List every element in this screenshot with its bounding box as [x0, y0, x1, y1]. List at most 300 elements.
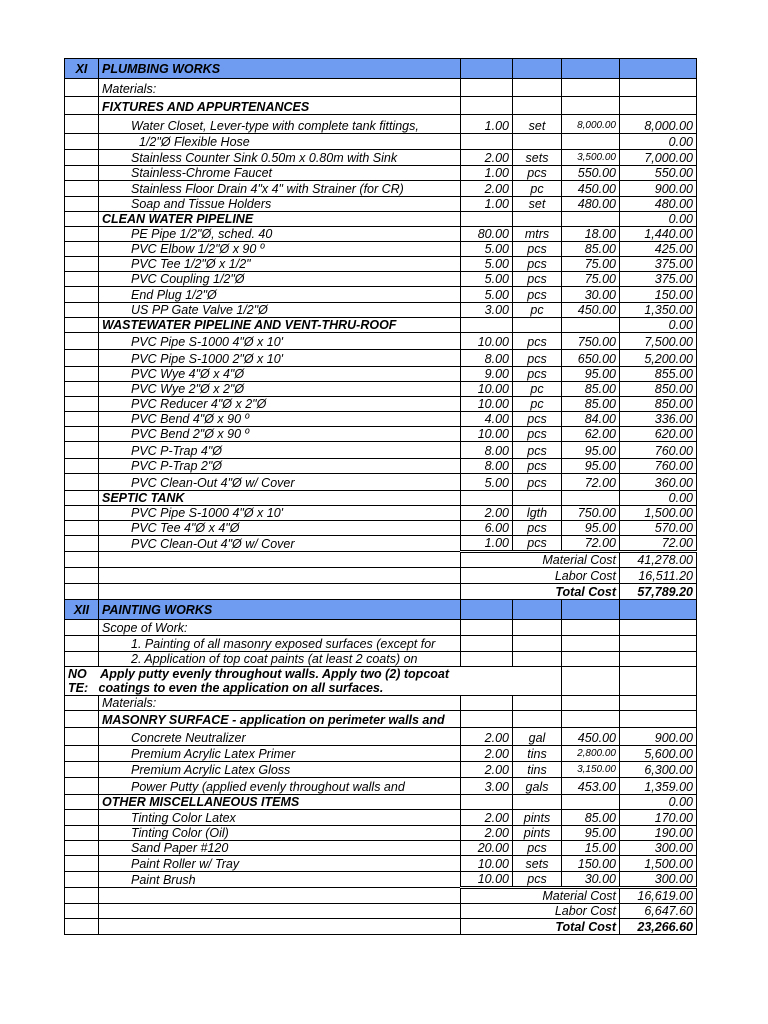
table-row — [65, 810, 697, 826]
item-unit-price: 72.00 — [562, 474, 620, 491]
item-quantity — [461, 652, 513, 667]
item-unit-price: 95.00 — [562, 442, 620, 459]
item-description: PVC Tee 4"Ø x 4"Ø — [99, 521, 461, 536]
item-amount: 855.00 — [620, 367, 697, 382]
item-quantity: 1.00 — [461, 197, 513, 212]
table-row — [65, 287, 697, 303]
item-unit — [513, 711, 562, 728]
item-description: PVC Pipe S-1000 4"Ø x 10' — [99, 506, 461, 521]
item-quantity — [461, 97, 513, 115]
item-quantity: 5.00 — [461, 242, 513, 257]
item-amount: 5,200.00 — [620, 350, 697, 367]
table-row — [65, 427, 697, 442]
item-unit: pcs — [513, 841, 562, 856]
row-number-cell — [65, 397, 99, 412]
item-amount — [620, 711, 697, 728]
table-row — [65, 97, 697, 115]
row-number-cell — [65, 459, 99, 474]
item-quantity — [461, 79, 513, 97]
item-unit-price — [562, 636, 620, 652]
row-number-cell — [65, 521, 99, 536]
row-number-cell — [65, 841, 99, 856]
item-unit: pcs — [513, 350, 562, 367]
table-row — [65, 412, 697, 427]
item-unit: set — [513, 197, 562, 212]
row-number-cell — [65, 474, 99, 491]
row-number-cell — [65, 491, 99, 506]
item-unit-price — [562, 212, 620, 227]
price-cell — [562, 667, 620, 696]
row-number-cell — [65, 904, 99, 919]
item-amount: 0.00 — [620, 491, 697, 506]
item-unit-price: 30.00 — [562, 287, 620, 303]
item-unit: pcs — [513, 272, 562, 287]
item-description: PVC Coupling 1/2"Ø — [99, 272, 461, 287]
item-unit-price — [562, 79, 620, 97]
item-unit-price: 450.00 — [562, 303, 620, 318]
item-unit — [513, 79, 562, 97]
row-number-cell — [65, 427, 99, 442]
item-quantity: 9.00 — [461, 367, 513, 382]
row-number-cell — [65, 115, 99, 134]
item-unit — [513, 318, 562, 333]
item-quantity — [461, 318, 513, 333]
desc-cell — [99, 552, 461, 568]
table-row — [65, 872, 697, 888]
summary-amount: 41,278.00 — [620, 552, 697, 568]
item-unit — [513, 97, 562, 115]
row-number-cell — [65, 919, 99, 935]
item-description: 2. Application of top coat paints (at least 2 coats) on — [99, 652, 461, 667]
item-unit: pc — [513, 181, 562, 197]
table-row — [65, 442, 697, 459]
item-amount: 0.00 — [620, 318, 697, 333]
item-amount: 375.00 — [620, 272, 697, 287]
summary-amount: 6,647.60 — [620, 904, 697, 919]
item-amount: 360.00 — [620, 474, 697, 491]
amount-cell — [620, 667, 697, 696]
item-description: PVC Clean-Out 4"Ø w/ Cover — [99, 474, 461, 491]
item-description: PVC Wye 2"Ø x 2"Ø — [99, 382, 461, 397]
table-row — [65, 397, 697, 412]
qty-cell — [461, 59, 513, 79]
item-unit: pc — [513, 303, 562, 318]
item-quantity: 2.00 — [461, 826, 513, 841]
item-unit: set — [513, 115, 562, 134]
item-unit: tins — [513, 762, 562, 778]
item-unit: pcs — [513, 242, 562, 257]
section-title: PLUMBING WORKS — [99, 59, 461, 79]
summary-amount: 57,789.20 — [620, 584, 697, 600]
item-amount — [620, 97, 697, 115]
item-amount: 760.00 — [620, 442, 697, 459]
cost-summary-row — [65, 888, 697, 904]
table-row — [65, 134, 697, 150]
item-description: Sand Paper #120 — [99, 841, 461, 856]
item-description: Stainless Counter Sink 0.50m x 0.80m with Sink — [99, 150, 461, 166]
row-number-cell — [65, 652, 99, 667]
item-description: SEPTIC TANK — [99, 491, 461, 506]
item-amount — [620, 696, 697, 711]
table-row — [65, 474, 697, 491]
item-unit-price: 85.00 — [562, 242, 620, 257]
table-row — [65, 367, 697, 382]
item-description: Premium Acrylic Latex Primer — [99, 746, 461, 762]
item-unit-price: 95.00 — [562, 521, 620, 536]
row-number-cell — [65, 568, 99, 584]
table-row — [65, 841, 697, 856]
row-number-cell — [65, 181, 99, 197]
item-unit-price: 84.00 — [562, 412, 620, 427]
item-quantity: 80.00 — [461, 227, 513, 242]
item-unit-price: 85.00 — [562, 397, 620, 412]
row-number-cell — [65, 242, 99, 257]
item-description: PVC Wye 4"Ø x 4"Ø — [99, 367, 461, 382]
row-number-cell — [65, 552, 99, 568]
item-unit: gal — [513, 728, 562, 746]
row-number-cell — [65, 762, 99, 778]
item-description: Power Putty (applied evenly throughout walls and — [99, 778, 461, 795]
item-quantity: 1.00 — [461, 115, 513, 134]
item-amount: 1,500.00 — [620, 506, 697, 521]
item-amount: 1,359.00 — [620, 778, 697, 795]
item-amount: 170.00 — [620, 810, 697, 826]
item-amount: 1,440.00 — [620, 227, 697, 242]
row-number-cell — [65, 257, 99, 272]
item-unit — [513, 212, 562, 227]
item-amount — [620, 620, 697, 636]
summary-amount: 23,266.60 — [620, 919, 697, 935]
item-quantity: 8.00 — [461, 459, 513, 474]
item-unit: pcs — [513, 166, 562, 181]
item-unit-price — [562, 711, 620, 728]
item-unit-price: 8,000.00 — [562, 115, 620, 134]
item-unit: pcs — [513, 459, 562, 474]
item-description: 1/2"Ø Flexible Hose — [99, 134, 461, 150]
item-quantity: 5.00 — [461, 474, 513, 491]
item-amount: 375.00 — [620, 257, 697, 272]
item-description: Tinting Color Latex — [99, 810, 461, 826]
cost-summary-row — [65, 584, 697, 600]
item-unit-price: 450.00 — [562, 181, 620, 197]
table-row — [65, 79, 697, 97]
price-cell — [562, 59, 620, 79]
item-quantity: 3.00 — [461, 303, 513, 318]
item-description: Water Closet, Lever-type with complete tank fittings, — [99, 115, 461, 134]
item-unit: pcs — [513, 427, 562, 442]
item-description: WASTEWATER PIPELINE AND VENT-THRU-ROOF — [99, 318, 461, 333]
section-number: XII — [65, 600, 99, 620]
item-unit-price: 15.00 — [562, 841, 620, 856]
item-description: PVC P-Trap 4"Ø — [99, 442, 461, 459]
item-amount: 1,350.00 — [620, 303, 697, 318]
item-description: Paint Brush — [99, 872, 461, 888]
item-unit: sets — [513, 856, 562, 872]
row-number-cell — [65, 350, 99, 367]
item-amount: 850.00 — [620, 397, 697, 412]
item-quantity: 20.00 — [461, 841, 513, 856]
row-number-cell — [65, 333, 99, 350]
item-unit — [513, 652, 562, 667]
item-description: PVC Bend 4"Ø x 90 º — [99, 412, 461, 427]
section-header — [65, 59, 697, 79]
item-unit: pcs — [513, 474, 562, 491]
item-unit: pcs — [513, 442, 562, 459]
item-unit — [513, 620, 562, 636]
item-unit: pcs — [513, 333, 562, 350]
item-amount: 150.00 — [620, 287, 697, 303]
item-unit-price: 85.00 — [562, 810, 620, 826]
cost-estimate-sheet — [64, 58, 697, 935]
item-description: Stainless Floor Drain 4"x 4" with Strainer (for CR) — [99, 181, 461, 197]
amount-cell — [620, 600, 697, 620]
item-description: MASONRY SURFACE - application on perimeter walls and — [99, 711, 461, 728]
item-unit-price: 3,150.00 — [562, 762, 620, 778]
table-row — [65, 826, 697, 841]
table-row — [65, 795, 697, 810]
row-number-cell — [65, 696, 99, 711]
item-amount: 300.00 — [620, 872, 697, 888]
item-quantity: 10.00 — [461, 382, 513, 397]
cost-summary-row — [65, 568, 697, 584]
row-number-cell — [65, 227, 99, 242]
item-description: US PP Gate Valve 1/2"Ø — [99, 303, 461, 318]
item-unit-price — [562, 97, 620, 115]
table-row — [65, 350, 697, 367]
item-description: PVC Tee 1/2"Ø x 1/2" — [99, 257, 461, 272]
item-unit-price: 95.00 — [562, 367, 620, 382]
item-quantity — [461, 491, 513, 506]
item-unit — [513, 696, 562, 711]
item-amount: 570.00 — [620, 521, 697, 536]
item-unit-price: 750.00 — [562, 506, 620, 521]
item-quantity — [461, 636, 513, 652]
item-amount — [620, 636, 697, 652]
table-row — [65, 272, 697, 287]
table-row — [65, 696, 697, 711]
item-amount — [620, 79, 697, 97]
table-row — [65, 506, 697, 521]
summary-label: Material Cost — [461, 888, 620, 904]
item-unit: pc — [513, 382, 562, 397]
item-amount: 0.00 — [620, 134, 697, 150]
row-number-cell — [65, 272, 99, 287]
table-row — [65, 856, 697, 872]
table-row — [65, 150, 697, 166]
item-quantity: 2.00 — [461, 728, 513, 746]
item-quantity — [461, 711, 513, 728]
item-unit — [513, 795, 562, 810]
item-amount: 336.00 — [620, 412, 697, 427]
item-description: CLEAN WATER PIPELINE — [99, 212, 461, 227]
item-unit: pcs — [513, 521, 562, 536]
item-description: PVC Pipe S-1000 2"Ø x 10' — [99, 350, 461, 367]
row-number-cell — [65, 287, 99, 303]
row-number-cell — [65, 872, 99, 888]
cost-summary-row — [65, 552, 697, 568]
row-number-cell — [65, 318, 99, 333]
item-quantity: 5.00 — [461, 272, 513, 287]
item-description: Soap and Tissue Holders — [99, 197, 461, 212]
item-amount: 72.00 — [620, 536, 697, 552]
item-description: PVC Reducer 4"Ø x 2"Ø — [99, 397, 461, 412]
desc-cell — [99, 568, 461, 584]
row-number-cell — [65, 166, 99, 181]
amount-cell — [620, 59, 697, 79]
item-description: End Plug 1/2"Ø — [99, 287, 461, 303]
item-quantity: 10.00 — [461, 333, 513, 350]
section-header — [65, 600, 697, 620]
item-unit-price: 30.00 — [562, 872, 620, 888]
item-unit — [513, 636, 562, 652]
item-quantity: 1.00 — [461, 166, 513, 181]
row-number-cell — [65, 382, 99, 397]
row-number-cell — [65, 711, 99, 728]
item-unit: gals — [513, 778, 562, 795]
row-number-cell — [65, 197, 99, 212]
item-unit-price: 450.00 — [562, 728, 620, 746]
item-amount: 0.00 — [620, 212, 697, 227]
item-description: PE Pipe 1/2"Ø, sched. 40 — [99, 227, 461, 242]
table-row — [65, 212, 697, 227]
item-unit: pints — [513, 810, 562, 826]
table-row — [65, 728, 697, 746]
table-row — [65, 711, 697, 728]
item-description: Premium Acrylic Latex Gloss — [99, 762, 461, 778]
row-number-cell — [65, 728, 99, 746]
item-unit-price: 62.00 — [562, 427, 620, 442]
item-unit: mtrs — [513, 227, 562, 242]
item-quantity: 2.00 — [461, 746, 513, 762]
row-number-cell — [65, 134, 99, 150]
item-unit-price: 750.00 — [562, 333, 620, 350]
item-amount: 550.00 — [620, 166, 697, 181]
item-unit-price: 85.00 — [562, 382, 620, 397]
item-amount: 480.00 — [620, 197, 697, 212]
summary-label: Total Cost — [461, 919, 620, 935]
item-unit: pints — [513, 826, 562, 841]
item-unit: pcs — [513, 367, 562, 382]
item-quantity: 4.00 — [461, 412, 513, 427]
item-quantity: 6.00 — [461, 521, 513, 536]
table-row — [65, 318, 697, 333]
row-number-cell — [65, 212, 99, 227]
item-description: Stainless-Chrome Faucet — [99, 166, 461, 181]
item-unit: pcs — [513, 536, 562, 552]
item-description: Tinting Color (Oil) — [99, 826, 461, 841]
item-unit-price: 480.00 — [562, 197, 620, 212]
item-quantity: 10.00 — [461, 397, 513, 412]
item-unit-price — [562, 491, 620, 506]
item-unit — [513, 491, 562, 506]
item-description: PVC Pipe S-1000 4"Ø x 10' — [99, 333, 461, 350]
item-unit-price: 95.00 — [562, 459, 620, 474]
summary-amount: 16,619.00 — [620, 888, 697, 904]
item-unit: sets — [513, 150, 562, 166]
item-description: Scope of Work: — [99, 620, 461, 636]
item-unit: pcs — [513, 287, 562, 303]
row-number-cell — [65, 856, 99, 872]
item-unit-price — [562, 795, 620, 810]
table-row — [65, 636, 697, 652]
desc-cell — [99, 888, 461, 904]
row-number-cell — [65, 620, 99, 636]
table-row — [65, 257, 697, 272]
table-row — [65, 242, 697, 257]
table-row — [65, 197, 697, 212]
item-unit: pcs — [513, 872, 562, 888]
item-description: FIXTURES AND APPURTENANCES — [99, 97, 461, 115]
summary-amount: 16,511.20 — [620, 568, 697, 584]
unit-cell — [513, 600, 562, 620]
qty-cell — [461, 600, 513, 620]
summary-label: Material Cost — [461, 552, 620, 568]
item-unit-price: 75.00 — [562, 257, 620, 272]
item-quantity: 3.00 — [461, 778, 513, 795]
item-quantity: 2.00 — [461, 810, 513, 826]
row-number-cell — [65, 367, 99, 382]
item-amount: 900.00 — [620, 728, 697, 746]
desc-cell — [99, 904, 461, 919]
item-unit-price — [562, 652, 620, 667]
item-description: 1. Painting of all masonry exposed surfaces (except for — [99, 636, 461, 652]
item-amount: 300.00 — [620, 841, 697, 856]
item-unit-price — [562, 620, 620, 636]
item-unit-price: 550.00 — [562, 166, 620, 181]
item-unit-price: 2,800.00 — [562, 746, 620, 762]
item-description: PVC Bend 2"Ø x 90 º — [99, 427, 461, 442]
table-row — [65, 762, 697, 778]
summary-label: Labor Cost — [461, 904, 620, 919]
item-description: Materials: — [99, 79, 461, 97]
row-number-cell — [65, 506, 99, 521]
item-description: PVC Clean-Out 4"Ø w/ Cover — [99, 536, 461, 552]
item-quantity: 5.00 — [461, 287, 513, 303]
item-amount: 1,500.00 — [620, 856, 697, 872]
item-unit-price: 72.00 — [562, 536, 620, 552]
row-number-cell — [65, 795, 99, 810]
item-quantity — [461, 620, 513, 636]
table-row — [65, 333, 697, 350]
item-unit-price: 75.00 — [562, 272, 620, 287]
table-row — [65, 459, 697, 474]
item-quantity: 8.00 — [461, 350, 513, 367]
row-number-cell — [65, 584, 99, 600]
item-quantity: 2.00 — [461, 762, 513, 778]
row-number-cell — [65, 888, 99, 904]
item-unit — [513, 134, 562, 150]
table-row — [65, 491, 697, 506]
table-row — [65, 227, 697, 242]
item-quantity: 10.00 — [461, 872, 513, 888]
row-number-cell — [65, 810, 99, 826]
desc-cell — [99, 584, 461, 600]
row-number-cell — [65, 97, 99, 115]
item-quantity: 2.00 — [461, 150, 513, 166]
item-quantity: 1.00 — [461, 536, 513, 552]
summary-label: Total Cost — [461, 584, 620, 600]
table-row — [65, 382, 697, 397]
desc-cell — [99, 919, 461, 935]
table-row — [65, 620, 697, 636]
item-unit: lgth — [513, 506, 562, 521]
table-row — [65, 181, 697, 197]
item-description: PVC Elbow 1/2"Ø x 90 º — [99, 242, 461, 257]
row-number-cell — [65, 79, 99, 97]
item-description: Paint Roller w/ Tray — [99, 856, 461, 872]
item-quantity: 10.00 — [461, 427, 513, 442]
table-row — [65, 303, 697, 318]
